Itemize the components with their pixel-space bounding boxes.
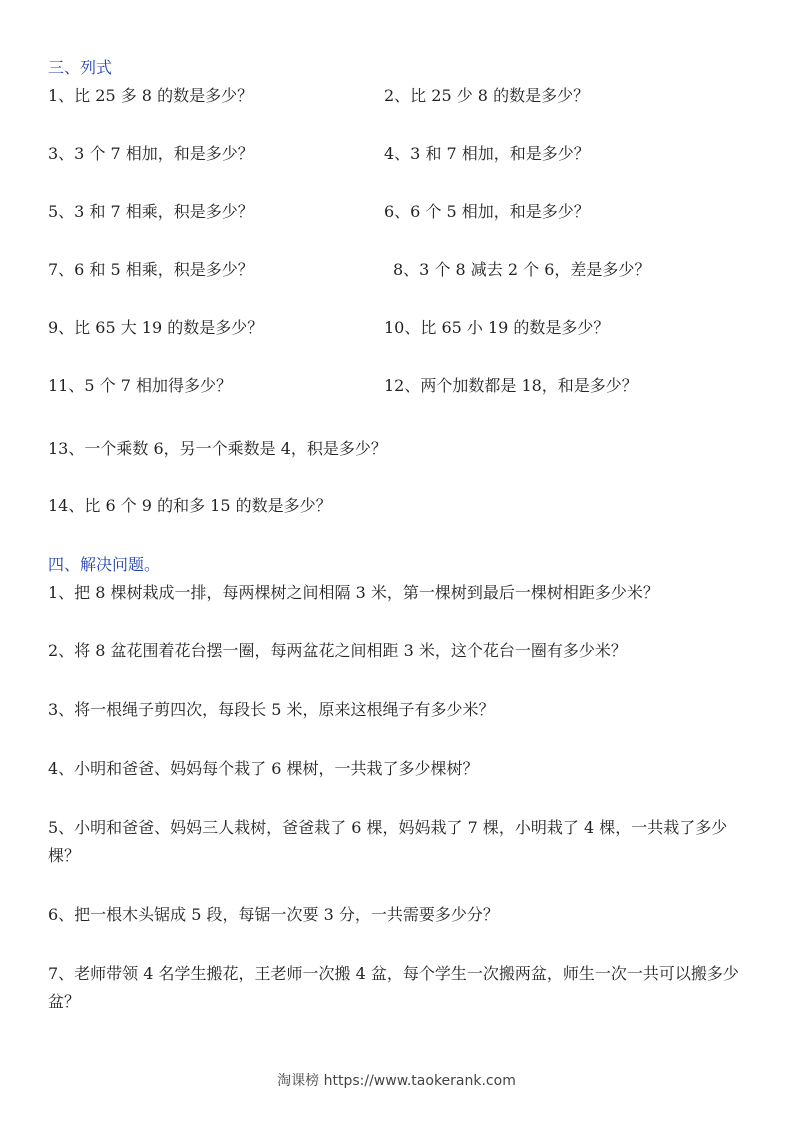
list-question-13: 13、一个乘数 6，另一个乘数是 4，积是多少？ <box>48 439 387 458</box>
problem-2: 2、将 8 盆花围着花台摆一圈，每两盆花之间相距 3 米，这个花台一圈有多少米？ <box>48 641 627 660</box>
problem-6: 6、把一根木头锯成 5 段，每锯一次要 3 分，一共需要多少分？ <box>48 905 499 924</box>
list-question-8: 8、3 个 8 减去 2 个 6，差是多少？ <box>393 260 651 279</box>
problem-5: 5、小明和爸爸、妈妈三人栽树，爸爸栽了 6 棵，妈妈栽了 7 棵，小明栽了 4 棵，一共栽了多少棵？ <box>48 818 728 865</box>
list-question-2: 2、比 25 少 8 的数是多少？ <box>384 86 590 105</box>
list-question-9: 9、比 65 大 19 的数是多少？ <box>48 318 264 337</box>
list-question-5: 5、3 和 7 相乘，积是多少？ <box>48 202 254 221</box>
problem-1: 1、把 8 棵树栽成一排，每两棵树之间相隔 3 米，第一棵树到最后一棵树相距多少米？ <box>48 583 659 602</box>
section-3-title: 三、列式 <box>48 58 113 77</box>
footer-watermark: 淘课榜 https://www.taokerank.com <box>277 1073 516 1089</box>
problem-7: 7、老师带领 4 名学生搬花，王老师一次搬 4 盆，每个学生一次搬两盆，师生一次一共可以搬多少盆？ <box>48 964 739 1011</box>
list-question-3: 3、3 个 7 相加，和是多少？ <box>48 144 254 163</box>
list-question-7: 7、6 和 5 相乘，积是多少？ <box>48 260 254 279</box>
problem-4: 4、小明和爸爸、妈妈每个栽了 6 棵树，一共栽了多少棵树？ <box>48 759 479 778</box>
list-question-6: 6、6 个 5 相加，和是多少？ <box>384 202 590 221</box>
list-question-14: 14、比 6 个 9 的和多 15 的数是多少？ <box>48 496 332 515</box>
section-4-title: 四、解决问题。 <box>48 555 161 574</box>
list-question-12: 12、两个加数都是 18，和是多少？ <box>384 376 638 395</box>
list-question-11: 11、5 个 7 相加得多少？ <box>48 376 232 395</box>
problem-3: 3、将一根绳子剪四次，每段长 5 米，原来这根绳子有多少米？ <box>48 700 495 719</box>
list-question-1: 1、比 25 多 8 的数是多少？ <box>48 86 254 105</box>
list-question-10: 10、比 65 小 19 的数是多少？ <box>384 318 610 337</box>
list-question-4: 4、3 和 7 相加，和是多少？ <box>384 144 590 163</box>
